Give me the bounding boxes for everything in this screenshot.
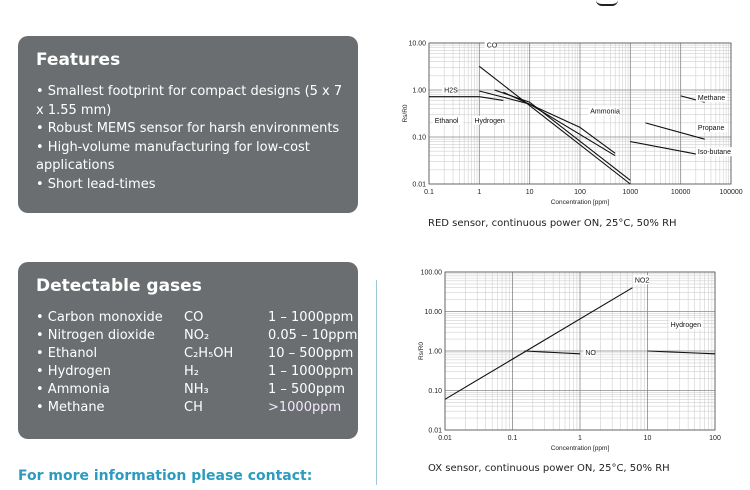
y-axis-label: Rs/R0 [402, 104, 409, 123]
series-label: Iso-butane [697, 149, 731, 157]
gas-range: 1 – 1000ppm [268, 310, 354, 325]
gas-range: 10 – 500ppm [268, 346, 354, 361]
x-axis-label: Concentration [ppm] [550, 199, 610, 206]
x-tick-label: 10 [525, 189, 534, 196]
gas-name: • Methane [36, 400, 105, 415]
y-tick-label: 1.00 [412, 87, 426, 95]
series-label: CO [486, 42, 498, 50]
x-tick-label: 100000 [719, 189, 743, 196]
series-label: H2S [444, 87, 458, 95]
x-tick-label: 0.1 [424, 189, 434, 196]
gas-range: 1 – 500ppm [268, 382, 346, 397]
x-tick-label: 1 [578, 435, 582, 442]
x-tick-label: 0.1 [507, 435, 518, 442]
y-tick-label: 100.00 [420, 269, 442, 277]
series-label: Propane [697, 125, 725, 133]
gas-range: 0.05 – 10ppm [268, 328, 358, 343]
red-sensor-caption: RED sensor, continuous power ON, 25°C, 50% RH [428, 218, 677, 229]
feature-item: • High-volume manufacturing for low-cost applications [36, 139, 310, 174]
feature-item: • Smallest footprint for compact designs (5 x 7 x 1.55 mm) [36, 84, 343, 118]
feature-item: • Robust MEMS sensor for harsh environments [36, 121, 340, 137]
series-label: Ethanol [434, 117, 459, 125]
gas-formula: H₂ [184, 364, 199, 379]
x-axis-label: Concentration [ppm] [550, 445, 610, 452]
gas-formula: NH₃ [184, 382, 209, 397]
y-tick-label: 0.10 [412, 134, 426, 142]
features-title: Features [36, 50, 121, 70]
gas-name: • Ammonia [36, 382, 110, 397]
y-tick-label: 10.00 [408, 40, 426, 48]
y-tick-label: 0.01 [412, 181, 426, 189]
gas-range: >1000ppm [268, 400, 342, 415]
x-tick-label: 100 [709, 435, 721, 442]
gas-formula: CO [184, 310, 204, 325]
gas-name: • Nitrogen dioxide [36, 328, 155, 343]
series-line-no2 [445, 288, 633, 400]
feature-item: • Short lead-times [36, 176, 156, 192]
gases-title: Detectable gases [36, 276, 202, 296]
series-label: NO2 [634, 277, 650, 285]
y-tick-label: 1.00 [428, 348, 442, 356]
gas-name: • Hydrogen [36, 364, 112, 379]
x-tick-label: 1000 [622, 189, 639, 196]
gas-formula: CH [184, 400, 203, 415]
series-label: Ammonia [590, 108, 620, 116]
gas-formula: C₂H₅OH [184, 346, 234, 361]
x-tick-label: 100 [574, 189, 586, 196]
y-tick-label: 0.01 [428, 427, 442, 435]
series-label: Hydrogen [474, 117, 505, 125]
x-tick-label: 0.01 [438, 435, 452, 442]
x-tick-label: 1 [477, 189, 482, 196]
y-tick-label: 0.10 [428, 388, 442, 395]
series-line-hydrogen [648, 351, 716, 354]
x-tick-label: 10000 [670, 189, 691, 196]
contact-heading: For more information please contact: [18, 468, 313, 484]
y-axis-label: Rs/R0 [418, 341, 425, 361]
series-label: Methane [697, 94, 726, 102]
gas-range: 1 – 1000ppm [268, 364, 354, 379]
x-tick-label: 10 [643, 435, 652, 442]
gas-name: • Ethanol [36, 346, 98, 361]
series-label: Hydrogen [670, 322, 701, 330]
ox-sensor-caption: OX sensor, continuous power ON, 25°C, 50% RH [428, 463, 670, 474]
series-label: NO [585, 349, 596, 357]
y-tick-label: 10.00 [424, 309, 442, 316]
gas-formula: NO₂ [184, 328, 210, 343]
gas-name: • Carbon monoxide [36, 310, 163, 325]
